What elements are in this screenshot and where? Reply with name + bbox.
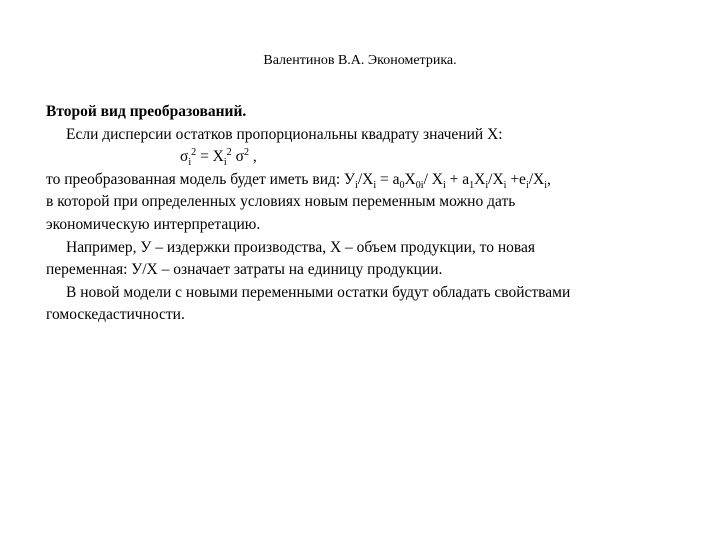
formula-text: /X <box>357 170 374 188</box>
page-header: Валентинов В.А. Эконометрика. <box>263 53 457 68</box>
subscript: i <box>442 179 446 191</box>
formula-text: /X <box>488 170 504 188</box>
subscript: 0i <box>415 179 424 191</box>
formula-text: то преобразованная модель будет иметь вид: У <box>46 170 356 188</box>
subscript: i <box>503 179 507 191</box>
subscript: i <box>485 179 489 191</box>
superscript: 2 <box>191 147 197 159</box>
superscript: 2 <box>243 147 249 159</box>
formula-text: /X <box>528 170 545 188</box>
section-heading: Второй вид преобразований. <box>46 103 247 120</box>
sigma-symbol: σ <box>180 148 189 166</box>
formula-text: σ <box>231 148 244 166</box>
formula-text: = X <box>196 148 224 166</box>
document-body <box>46 101 686 327</box>
formula-text: , <box>248 148 257 166</box>
paragraph-line: экономическую интерпретацию. <box>46 215 261 233</box>
subscript: i <box>188 157 192 169</box>
paragraph-line: Если дисперсии остатков пропорциональны квадрату значений X: <box>66 125 503 143</box>
formula-text: +e <box>506 170 526 188</box>
paragraph-line: переменная: У/Х – означает затраты на единицу продукции. <box>46 261 443 279</box>
subscript: i <box>373 179 377 191</box>
formula-text: , <box>547 170 551 188</box>
subscript: 0 <box>399 179 405 191</box>
paragraph-line: в которой при определенных условиях новым переменным можно дать <box>46 193 516 211</box>
subscript: i <box>525 179 529 191</box>
formula-text: + a <box>445 170 470 188</box>
formula-text: X <box>404 170 416 188</box>
subscript: i <box>223 157 227 169</box>
variance-formula <box>46 146 686 169</box>
formula-text: / X <box>423 170 443 188</box>
formula-text: = a <box>376 170 400 188</box>
subscript: 1 <box>469 179 475 191</box>
formula-text: X <box>474 170 486 188</box>
model-formula-line <box>46 169 686 192</box>
subscript: i <box>355 179 358 191</box>
subscript: i <box>544 179 548 191</box>
paragraph-line: гомоскедастичности. <box>46 306 185 324</box>
superscript: 2 <box>226 147 232 159</box>
paragraph-line: Например, У – издержки производства, Х – объем продукции, то новая <box>66 238 535 256</box>
paragraph-line: В новой модели с новыми переменными остатки будут обладать свойствами <box>66 283 571 301</box>
